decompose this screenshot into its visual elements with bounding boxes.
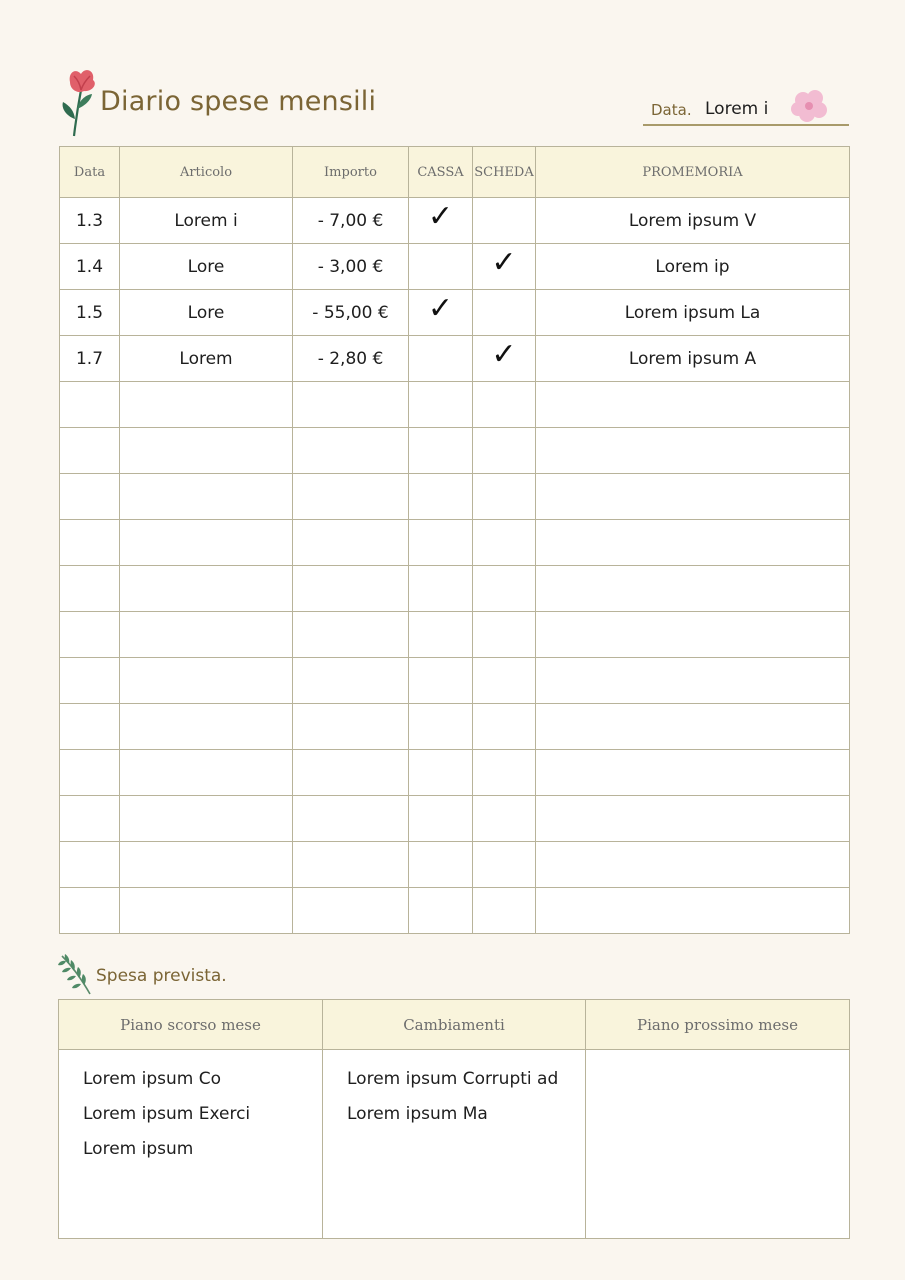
empty-cell[interactable] <box>409 428 473 474</box>
empty-cell[interactable] <box>60 520 120 566</box>
cell-amount[interactable]: - 55,00 € <box>293 290 409 336</box>
empty-cell[interactable] <box>120 382 293 428</box>
cell-memo[interactable]: Lorem ipsum La <box>536 290 850 336</box>
empty-cell[interactable] <box>293 520 409 566</box>
empty-cell[interactable] <box>473 382 536 428</box>
empty-cell[interactable] <box>536 474 850 520</box>
column-header-amount: Importo <box>293 147 409 198</box>
empty-cell[interactable] <box>409 704 473 750</box>
empty-rows <box>60 382 850 934</box>
column-header-next-month-plan: Piano prossimo mese <box>586 1000 850 1050</box>
empty-cell[interactable] <box>120 428 293 474</box>
empty-cell[interactable] <box>293 428 409 474</box>
cell-date[interactable]: 1.7 <box>60 336 120 382</box>
check-icon: ✓ <box>427 198 454 234</box>
empty-cell[interactable] <box>60 704 120 750</box>
empty-cell[interactable] <box>536 428 850 474</box>
empty-cell[interactable] <box>293 382 409 428</box>
header <box>58 62 849 132</box>
cell-memo[interactable]: Lorem ip <box>536 244 850 290</box>
empty-cell[interactable] <box>536 796 850 842</box>
empty-cell[interactable] <box>536 612 850 658</box>
table-row <box>60 336 850 382</box>
empty-table-row <box>60 750 850 796</box>
cell-date[interactable]: 1.5 <box>60 290 120 336</box>
date-value[interactable]: Lorem i <box>705 99 769 119</box>
table-row <box>60 290 850 336</box>
planned-spending-table-header <box>59 1000 850 1050</box>
empty-cell[interactable] <box>293 704 409 750</box>
column-header-last-month-plan: Piano scorso mese <box>59 1000 323 1050</box>
empty-cell[interactable] <box>60 428 120 474</box>
cell-cassa[interactable] <box>409 244 473 290</box>
empty-table-row <box>60 566 850 612</box>
cell-date[interactable]: 1.3 <box>60 198 120 244</box>
empty-table-row <box>60 382 850 428</box>
empty-table-row <box>60 612 850 658</box>
empty-cell[interactable] <box>120 474 293 520</box>
empty-table-row <box>60 474 850 520</box>
empty-cell[interactable] <box>409 750 473 796</box>
empty-cell[interactable] <box>536 566 850 612</box>
empty-cell[interactable] <box>120 842 293 888</box>
planned-spending-title: Spesa prevista. <box>96 966 227 986</box>
list-item: Lorem ipsum Exerci <box>83 1104 251 1124</box>
column-header-date: Data <box>60 147 120 198</box>
empty-cell[interactable] <box>473 474 536 520</box>
planned-spending-header <box>58 954 458 996</box>
cell-scheda[interactable] <box>473 290 536 336</box>
list-item: Lorem ipsum Ma <box>347 1104 488 1124</box>
empty-cell[interactable] <box>60 658 120 704</box>
empty-cell[interactable] <box>60 474 120 520</box>
empty-cell[interactable] <box>60 750 120 796</box>
cell-amount[interactable]: - 2,80 € <box>293 336 409 382</box>
cell-cassa[interactable] <box>409 336 473 382</box>
empty-cell[interactable] <box>293 842 409 888</box>
table-row <box>59 1050 850 1239</box>
next-month-plan-cell[interactable] <box>586 1050 850 1239</box>
cell-item[interactable]: Lore <box>120 244 293 290</box>
empty-cell[interactable] <box>473 796 536 842</box>
empty-cell[interactable] <box>536 382 850 428</box>
empty-cell[interactable] <box>536 750 850 796</box>
empty-cell[interactable] <box>60 612 120 658</box>
empty-cell[interactable] <box>473 888 536 934</box>
empty-cell[interactable] <box>409 382 473 428</box>
empty-cell[interactable] <box>60 796 120 842</box>
empty-cell[interactable] <box>60 888 120 934</box>
cell-scheda[interactable] <box>473 244 536 290</box>
empty-table-row <box>60 428 850 474</box>
empty-cell[interactable] <box>473 750 536 796</box>
empty-cell[interactable] <box>293 750 409 796</box>
empty-cell[interactable] <box>473 704 536 750</box>
empty-table-row <box>60 842 850 888</box>
planned-spending-table <box>58 999 850 1239</box>
empty-cell[interactable] <box>536 658 850 704</box>
cell-memo[interactable]: Lorem ipsum A <box>536 336 850 382</box>
empty-table-row <box>60 520 850 566</box>
empty-table-row <box>60 704 850 750</box>
empty-cell[interactable] <box>409 474 473 520</box>
column-header-cassa: CASSA <box>409 147 473 198</box>
empty-cell[interactable] <box>409 658 473 704</box>
cell-cassa[interactable] <box>409 198 473 244</box>
flower-icon <box>58 64 102 138</box>
changes-cell[interactable] <box>323 1050 586 1239</box>
empty-cell[interactable] <box>473 612 536 658</box>
empty-cell[interactable] <box>293 796 409 842</box>
date-field[interactable] <box>643 92 849 126</box>
cell-memo[interactable]: Lorem ipsum V <box>536 198 850 244</box>
empty-cell[interactable] <box>473 842 536 888</box>
empty-cell[interactable] <box>293 612 409 658</box>
empty-cell[interactable] <box>536 520 850 566</box>
empty-cell[interactable] <box>293 888 409 934</box>
empty-cell[interactable] <box>536 888 850 934</box>
empty-cell[interactable] <box>409 796 473 842</box>
list-item: Lorem ipsum Co <box>83 1069 221 1089</box>
empty-cell[interactable] <box>60 842 120 888</box>
check-icon: ✓ <box>491 244 517 280</box>
check-icon: ✓ <box>427 290 454 326</box>
check-icon: ✓ <box>491 336 517 372</box>
page-title: Diario spese mensili <box>100 86 377 117</box>
empty-cell[interactable] <box>293 658 409 704</box>
leaf-icon <box>58 954 94 996</box>
expenses-table <box>59 146 850 934</box>
list-item: Lorem ipsum Corrupti ad <box>347 1069 559 1089</box>
empty-table-row <box>60 888 850 934</box>
cell-item[interactable]: Lorem <box>120 336 293 382</box>
empty-cell[interactable] <box>409 566 473 612</box>
empty-table-row <box>60 658 850 704</box>
list-item: Lorem ipsum <box>83 1139 194 1159</box>
empty-cell[interactable] <box>120 566 293 612</box>
expenses-table-header <box>60 147 850 198</box>
cell-date[interactable]: 1.4 <box>60 244 120 290</box>
column-header-item: Articolo <box>120 147 293 198</box>
blossom-icon <box>785 86 833 126</box>
empty-cell[interactable] <box>120 704 293 750</box>
table-row <box>60 198 850 244</box>
table-row <box>60 244 850 290</box>
empty-cell[interactable] <box>120 796 293 842</box>
empty-cell[interactable] <box>473 520 536 566</box>
empty-cell[interactable] <box>409 520 473 566</box>
empty-cell[interactable] <box>409 612 473 658</box>
cell-item[interactable]: Lore <box>120 290 293 336</box>
empty-cell[interactable] <box>120 888 293 934</box>
column-header-memo: PROMEMORIA <box>536 147 850 198</box>
empty-cell[interactable] <box>293 566 409 612</box>
column-header-scheda: SCHEDA <box>473 147 536 198</box>
empty-cell[interactable] <box>60 382 120 428</box>
empty-cell[interactable] <box>120 658 293 704</box>
empty-cell[interactable] <box>120 750 293 796</box>
cell-amount[interactable]: - 3,00 € <box>293 244 409 290</box>
cell-item[interactable]: Lorem i <box>120 198 293 244</box>
empty-cell[interactable] <box>120 520 293 566</box>
cell-cassa[interactable] <box>409 290 473 336</box>
empty-cell[interactable] <box>409 842 473 888</box>
cell-scheda[interactable] <box>473 336 536 382</box>
empty-cell[interactable] <box>120 612 293 658</box>
empty-cell[interactable] <box>536 842 850 888</box>
date-label: Data. <box>651 101 692 119</box>
column-header-changes: Cambiamenti <box>323 1000 586 1050</box>
empty-cell[interactable] <box>473 566 536 612</box>
empty-cell[interactable] <box>473 658 536 704</box>
empty-cell[interactable] <box>409 888 473 934</box>
empty-table-row <box>60 796 850 842</box>
empty-cell[interactable] <box>536 704 850 750</box>
empty-cell[interactable] <box>293 474 409 520</box>
cell-amount[interactable]: - 7,00 € <box>293 198 409 244</box>
empty-cell[interactable] <box>60 566 120 612</box>
empty-cell[interactable] <box>473 428 536 474</box>
last-month-plan-cell[interactable] <box>59 1050 323 1239</box>
cell-scheda[interactable] <box>473 198 536 244</box>
